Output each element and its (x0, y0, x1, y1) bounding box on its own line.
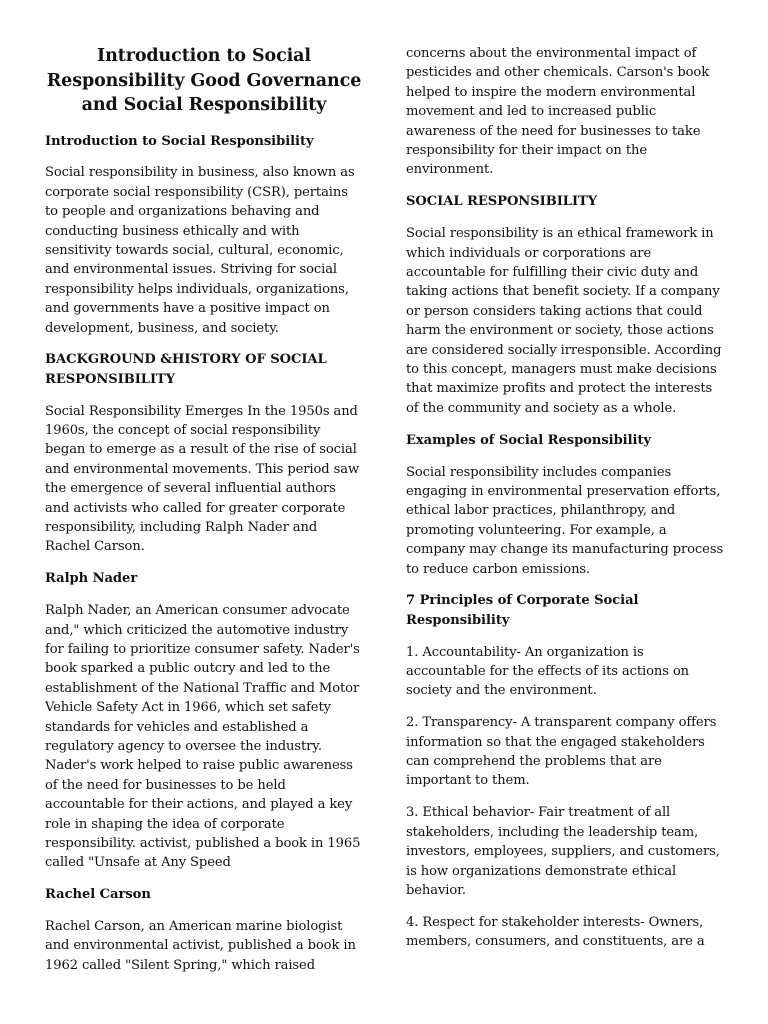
principle-item: 3. Ethical behavior- Fair treatment of all stakeholders, including the leadership team, investors, employees, suppliers, and customers, is how organizations demonstrate ethical behavior. (406, 805, 720, 898)
principle-item: 4. Respect for stakeholder interests- Owners, members, consumers, and constituents, are a (406, 914, 705, 950)
background-paragraph: Social Responsibility Emerges In the 1950s and 1960s, the concept of social responsibility began to emerge as a result of the rise of social and environmental movements. This period saw the emergence of several influential authors and activists who called for greater corporate responsibility, including Ralph Nader and Rachel Carson. (45, 403, 360, 555)
ralph-nader-paragraph: Ralph Nader, an American consumer advocate and," which criticized the automotive industry for failing to prioritize consumer safety. Nader's book sparked a public outcry and led to the establishment of the National Traffic and Motor Vehicle Safety Act in 1966, which set safety standards for vehicles and established a regulatory agency to oversee the industry. Nader's work helped to raise public awareness of the need for businesses to be held accountable for their actions, and played a key role in shaping the idea of corporate responsibility. activist, published a book in 1965 called "Unsafe at Any Speed (45, 603, 361, 871)
intro-paragraph: Social responsibility in business, also known as corporate social responsibility (CSR), pertains to people and organizations behaving and conducting business ethically and with sensitivity towards social, cultural, economic, and environmental issues. Striving for social responsibility helps individuals, organizations, and governments have a positive impact on development, business, and society. (45, 165, 355, 336)
examples-paragraph: Social responsibility includes companies engaging in environmental preservation efforts, ethical labor practices, philanthropy, and promoting volunteering. For example, a company may change its manufacturing process to reduce carbon emissions. (406, 464, 724, 577)
principles-heading: 7 Principles of Corporate Social Responsibility (406, 593, 639, 628)
social-responsibility-heading: SOCIAL RESPONSIBILITY (406, 194, 598, 210)
social-responsibility-paragraph: Social responsibility is an ethical framework in which individuals or corporations are accountable for fulfilling their civic duty and taking actions that benefit society. If a company or person considers taking actions that could harm the environment or society, those actions are considered socially irresponsible. According to this concept, managers must make decisions that maximize profits and protect the interests of the community and society as a whole. (406, 226, 722, 416)
rachel-carson-continued-paragraph: concerns about the environmental impact of pesticides and other chemicals. Carson's book helped to inspire the modern environmental movement and led to increased public awareness of the need for businesses to take responsibility for their impact on the environment. (406, 46, 710, 178)
rachel-carson-heading: Rachel Carson (45, 887, 151, 903)
right-column (406, 0, 724, 964)
intro-heading: Introduction to Social Responsibility (45, 133, 314, 149)
ralph-nader-heading: Ralph Nader (45, 571, 138, 587)
background-heading: BACKGROUND &HISTORY OF SOCIAL RESPONSIBILITY (45, 352, 327, 387)
left-column (45, 0, 363, 988)
principle-item: 1. Accountability- An organization is accountable for the effects of its actions on society and the environment. (406, 644, 690, 699)
rachel-carson-paragraph: Rachel Carson, an American marine biologist and environmental activist, published a book in 1962 called "Silent Spring," which raised (45, 919, 356, 973)
principle-item: 2. Transparency- A transparent company offers information so that the engaged stakeholders can comprehend the problems that are important to them. (406, 715, 717, 789)
document-title: Introduction to Social Responsibility Good Governance and Social Responsibility (46, 46, 362, 115)
examples-heading: Examples of Social Responsibility (406, 432, 652, 448)
